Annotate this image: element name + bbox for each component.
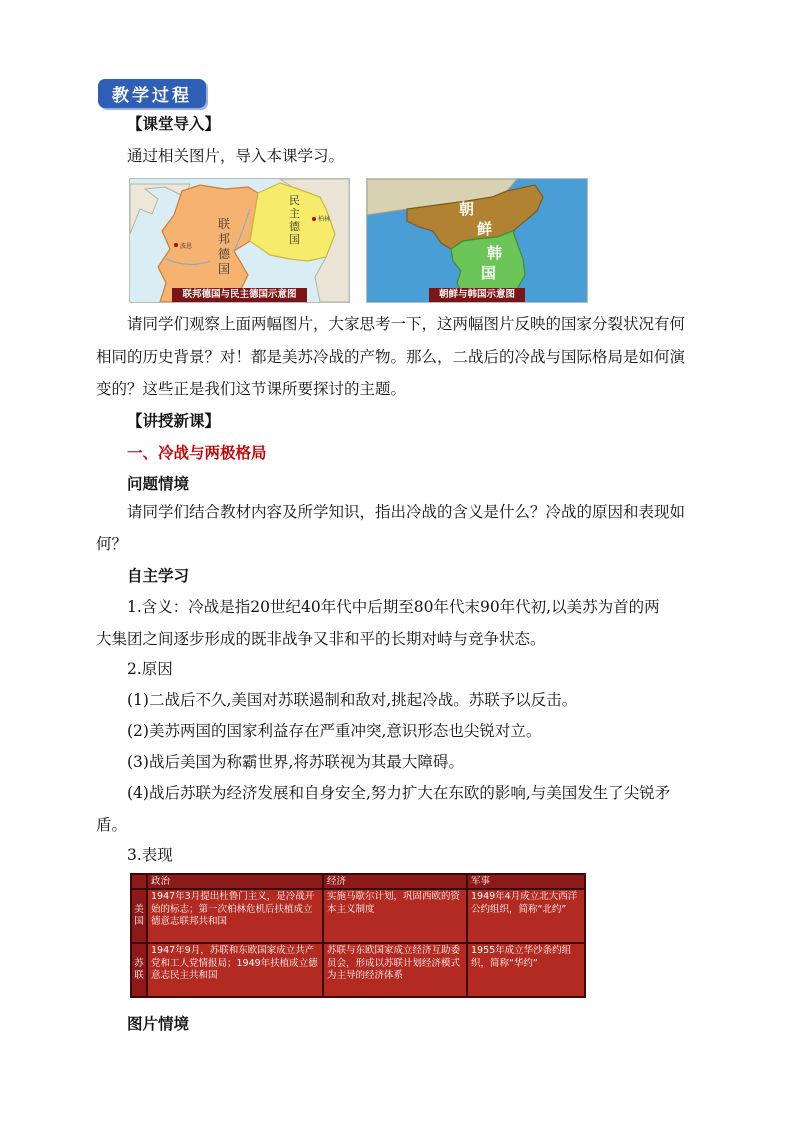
- self-study-heading: 自主学习: [127, 566, 190, 585]
- berlin-label: 柏林: [318, 216, 331, 223]
- table-row: [131, 943, 585, 997]
- table-header-politics: 政治: [147, 874, 323, 889]
- cause-4-line-1: (4)战后苏联为经济发展和自身安全,努力扩大在东欧的影响,与美国发生了尖锐矛: [127, 784, 671, 802]
- cell-ussr-politics: 1947年9月，苏联和东欧国家成立共产党和工人党情报局；1949年扶植成立德意志民主共和国: [147, 943, 323, 997]
- problem-text-line-2: 何？: [96, 535, 128, 553]
- bonn-label: 波恩: [180, 243, 193, 250]
- south-korea-label: 韩 国: [481, 244, 503, 282]
- north-korea-label: 朝 鲜: [459, 200, 493, 238]
- cell-usa-economy: 实施马歇尔计划，巩固西欧的资本主义制度: [323, 889, 467, 943]
- cause-3: (3)战后美国为称霸世界,将苏联视为其最大障碍。: [127, 753, 464, 771]
- cell-ussr-military: 1955年成立华沙条约组织，简称“华约”: [467, 943, 585, 997]
- table-header-military: 军事: [467, 874, 585, 889]
- cell-usa-military: 1949年4月成立北大西洋公约组织，简称“北约”: [467, 889, 585, 943]
- cell-usa-politics: 1947年3月提出杜鲁门主义，是冷战开始的标志；第一次柏林危机后扶植成立德意志联邦共和国: [147, 889, 323, 943]
- problem-heading: 问题情境: [127, 474, 190, 493]
- frg-label: 联 邦 德 国: [218, 217, 231, 276]
- row-header-usa: 美国: [131, 889, 147, 943]
- korea-map-caption: 朝鲜与韩国示意图: [367, 288, 587, 302]
- intro-paragraph-line-3: 变的？这些正是我们这节课所要探讨的主题。: [96, 380, 407, 398]
- intro-paragraph-line-1: 请同学们观察上面两幅图片，大家思考一下，这两幅图片反映的国家分裂状况有何: [127, 315, 686, 333]
- picture-heading: 图片情境: [127, 1014, 190, 1033]
- cell-ussr-economy: 苏联与东欧国家成立经济互助委员会，形成以苏联计划经济模式为主导的经济体系: [323, 943, 467, 997]
- table-row: [131, 889, 585, 943]
- cause-2: (2)美苏两国的国家利益存在严重冲突,意识形态也尖锐对立。: [127, 722, 542, 740]
- definition-line-2: 大集团之间逐步形成的既非战争又非和平的长期对峙与竞争状态。: [96, 630, 546, 648]
- korea-map-drawing: [367, 179, 587, 302]
- intro-text: 通过相关图片，导入本课学习。: [127, 147, 345, 165]
- definition-line-1: 1.含义：冷战是指20世纪40年代中后期至80年代末90年代初,以美苏为首的两: [127, 598, 660, 616]
- cause-4-line-2: 盾。: [96, 816, 128, 834]
- germany-map: [129, 178, 350, 303]
- row-header-ussr: 苏联: [131, 943, 147, 997]
- gdr-label: 民 主 德 国: [289, 194, 300, 246]
- intro-heading: 【课堂导入】: [127, 114, 221, 133]
- cause-1: (1)二战后不久,美国对苏联遏制和敌对,挑起冷战。苏联予以反击。: [127, 691, 578, 709]
- causes-heading: 2.原因: [127, 660, 173, 678]
- germany-map-drawing: [130, 179, 349, 302]
- table-header-row: [131, 874, 585, 889]
- intro-paragraph-line-2: 相同的历史背景？对！都是美苏冷战的产物。那么，二战后的冷战与国际格局是如何演: [96, 348, 686, 366]
- germany-map-caption: 联邦德国与民主德国示意图: [130, 288, 349, 302]
- cold-war-table: [130, 873, 586, 998]
- table-header-economy: 经济: [323, 874, 467, 889]
- korea-map: [366, 178, 588, 303]
- manifestations-heading: 3.表现: [127, 846, 173, 864]
- problem-text-line-1: 请同学们结合教材内容及所学知识，指出冷战的含义是什么？冷战的原因和表现如: [127, 503, 686, 521]
- section-1-title: 一、冷战与两极格局: [127, 443, 267, 462]
- section-badge: 教学过程: [98, 79, 206, 108]
- lecture-heading: 【讲授新课】: [127, 411, 221, 430]
